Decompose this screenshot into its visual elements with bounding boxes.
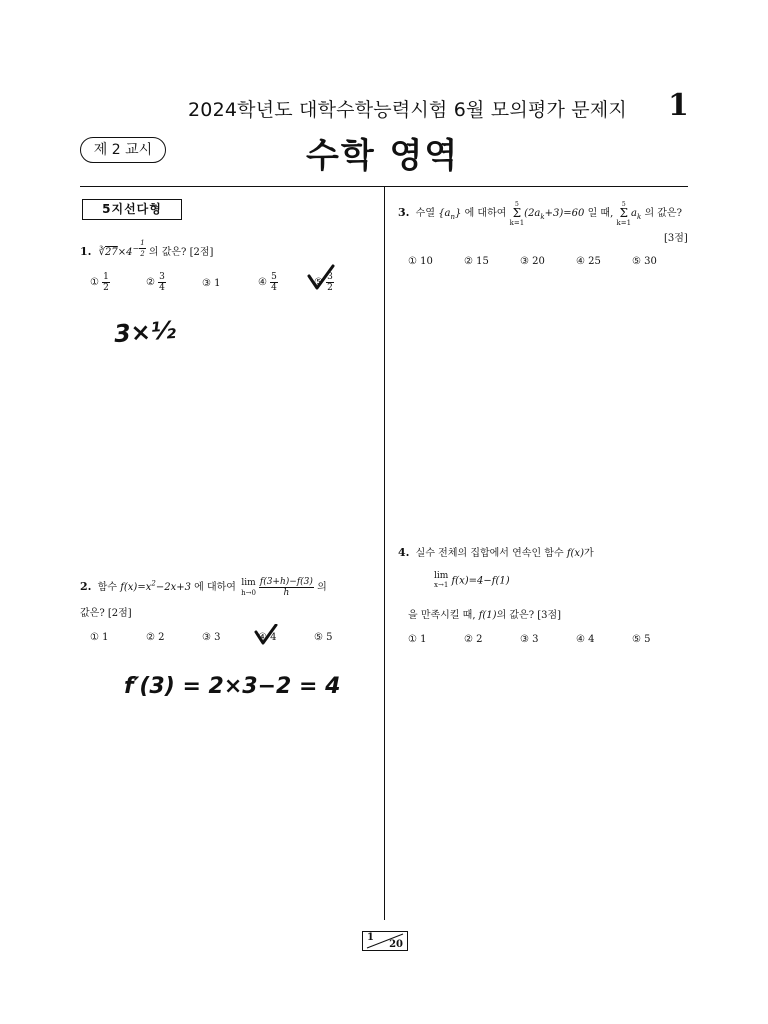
math-expression: $\{a_n\}$	[438, 208, 462, 221]
math-expression: $f(x)=x^2-2x+3$	[120, 579, 191, 593]
choice-1[interactable]: ① 1	[408, 634, 427, 645]
choice-5[interactable]: ⑤ $\frac{3}{2}$	[314, 272, 333, 293]
question-text: 실수 전체의 집합에서 연속인 함수	[415, 548, 564, 559]
total-pages: 20	[389, 939, 403, 950]
question-1	[80, 238, 213, 259]
choice-5[interactable]: ⑤ 5	[632, 634, 651, 645]
choice-4[interactable]: ④ 25	[576, 256, 601, 267]
question-text: 함수	[97, 582, 117, 593]
choice-1[interactable]: ① 10	[408, 256, 433, 267]
choice-4[interactable]: ④ $\frac{5}{4}$	[258, 272, 277, 293]
choice-2[interactable]: ② $\frac{3}{4}$	[146, 272, 165, 293]
question-text: 의	[317, 582, 327, 593]
handwritten-note: f′(3) = 2×3−2 = 4	[124, 674, 341, 699]
question-text: 에 대하여	[464, 208, 507, 219]
choice-5[interactable]: ⑤ 5	[314, 632, 333, 643]
choice-3[interactable]: ③ 3	[520, 634, 539, 645]
page-number-large: 1	[668, 88, 689, 123]
session-tag: 제 2 교시	[80, 137, 166, 163]
choice-2[interactable]: ② 2	[464, 634, 483, 645]
page-indicator	[362, 931, 408, 951]
current-page: 1	[367, 932, 374, 943]
question-3: 3. 수열 $\{a_n\}$ 에 대하여 5 Σ $k=1(2a_k+3)=60$ 일 때, 5 Σ $k=1a_k$ 의 값은?	[398, 201, 682, 227]
choice-4[interactable]: ④ 4	[576, 634, 595, 645]
question-number: 2.	[80, 580, 92, 593]
question-text: 일 때,	[587, 208, 614, 219]
question-number: 1.	[80, 244, 92, 258]
subject-title: 수학 영역	[306, 136, 460, 176]
choice-5[interactable]: ⑤ 30	[632, 256, 657, 267]
q3-choices	[408, 256, 688, 270]
choice-3[interactable]: ③ 1	[202, 278, 221, 289]
question-4-line3	[408, 606, 561, 621]
question-text: 의 값은?	[644, 208, 682, 219]
choice-4[interactable]: ④ 4	[258, 632, 277, 643]
checkmark-icon	[306, 264, 336, 292]
question-text: 에 대하여	[194, 582, 236, 593]
question-number: 3.	[398, 206, 410, 219]
choice-2[interactable]: ② 15	[464, 256, 489, 267]
choice-1[interactable]: ① $\frac{1}{2}$	[90, 272, 109, 293]
q2-choices	[90, 632, 370, 646]
sum-expression: 5 Σ k=1	[616, 201, 632, 227]
limit-expression: lim h→0 $\frac{f(3+h)-f(3)}{h}$	[241, 577, 313, 598]
section-label: 5지선다형	[82, 199, 182, 220]
choice-3[interactable]: ③ 20	[520, 256, 545, 267]
points-label: [3점]	[664, 233, 688, 244]
choice-1[interactable]: ① 1	[90, 632, 109, 643]
choice-2[interactable]: ② 2	[146, 632, 165, 643]
limit-condition: lim x→1 f(x)=4−f(1)	[434, 571, 510, 589]
question-4	[398, 544, 594, 559]
column-divider	[384, 186, 385, 920]
question-text: 을 만족시킬 때,	[408, 610, 476, 621]
question-number: 4.	[398, 546, 410, 559]
q4-choices	[408, 634, 688, 648]
math-expression: $∛27\times 4^{- \frac{1}{2}}$	[98, 239, 145, 258]
checkmark-icon	[254, 624, 278, 646]
question-2-line2: 값은? [2점]	[80, 608, 132, 619]
sum-expression: 5 Σ k=1	[509, 201, 525, 227]
question-2	[80, 577, 327, 598]
exam-title: 2024학년도 대학수학능력시험 6월 모의평가 문제지	[188, 99, 627, 121]
question-text: 가	[583, 548, 594, 559]
question-text: 의 값은? [3점]	[496, 610, 562, 621]
math-expression: f(x)	[566, 548, 584, 559]
handwritten-note: 3×½	[113, 315, 177, 349]
question-text: 수열	[415, 208, 435, 219]
choice-3[interactable]: ③ 3	[202, 632, 221, 643]
math-expression: f(1)	[478, 610, 497, 621]
question-text: 의 값은? [2점]	[148, 246, 214, 258]
